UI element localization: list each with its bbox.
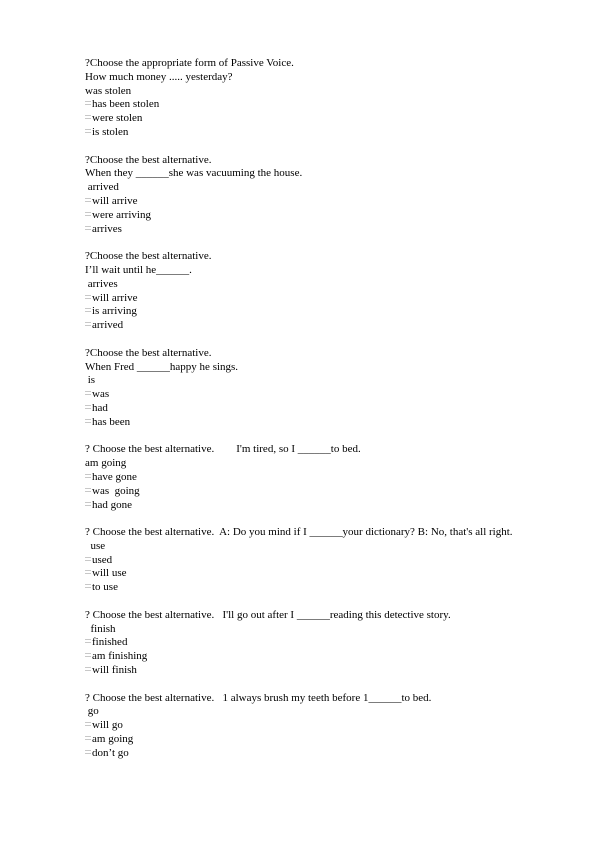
answer-option-label: have gone: [92, 470, 137, 483]
bullet-mark-icon: [85, 557, 91, 561]
bullet-mark-icon: [85, 129, 91, 133]
bullet-mark-icon: [85, 308, 91, 312]
bullet-mark-icon: [85, 391, 91, 395]
answer-option: [85, 112, 565, 126]
bullet-mark-icon: [85, 639, 91, 643]
question-block: [85, 154, 565, 237]
question-prompt: ?Choose the best alternative.: [85, 250, 212, 263]
answer-option-correct: was stolen: [85, 84, 132, 97]
answer-option-label: finished: [92, 636, 128, 649]
question-block: [85, 692, 565, 761]
question-prompt: ?Choose the best alternative.: [85, 346, 212, 359]
answer-option-label: will use: [92, 567, 127, 580]
bullet-mark-icon: [85, 584, 91, 588]
answer-option: [85, 388, 565, 402]
answer-option: [85, 636, 565, 650]
question-stem: I’ll wait until he______.: [85, 263, 192, 276]
answer-option-label: had gone: [92, 498, 133, 511]
answer-option: [85, 98, 565, 112]
question-prompt: ? Choose the best alternative. I'm tired, so I ______to bed.: [85, 443, 361, 456]
bullet-mark-icon: [85, 722, 91, 726]
question-stem: When they ______she was vacuuming the house.: [85, 167, 303, 180]
answer-option-label: don’t go: [92, 746, 129, 759]
answer-option-label: will go: [92, 719, 123, 732]
question-prompt: ?Choose the appropriate form of Passive Voice.: [85, 57, 294, 69]
answer-option-label: had: [92, 401, 108, 414]
answer-option: [85, 223, 565, 237]
question-prompt: ? Choose the best alternative. I'll go out after I ______reading this detective story.: [85, 608, 451, 621]
answer-option-label: am finishing: [92, 650, 148, 663]
bullet-mark-icon: [85, 474, 91, 478]
bullet-mark-icon: [85, 750, 91, 754]
answer-option-label: were stolen: [92, 112, 143, 125]
answer-option: [85, 195, 565, 209]
answer-option-label: were arriving: [92, 208, 151, 221]
question-block: [85, 250, 565, 333]
answer-option-label: to use: [92, 581, 118, 594]
bullet-mark-icon: [85, 653, 91, 657]
answer-option: [85, 416, 565, 430]
answer-option-label: will finish: [92, 664, 137, 677]
answer-option-correct: arrives: [85, 277, 118, 290]
answer-option: [85, 471, 565, 485]
bullet-mark-icon: [85, 736, 91, 740]
answer-option: [85, 485, 565, 499]
answer-option-correct: use: [85, 539, 106, 552]
answer-option-correct: am going: [85, 457, 127, 470]
answer-option: [85, 664, 565, 678]
question-prompt: ?Choose the best alternative.: [85, 153, 212, 166]
bullet-mark-icon: [85, 419, 91, 423]
answer-option: [85, 650, 565, 664]
bullet-mark-icon: [85, 667, 91, 671]
answer-option-label: arrived: [92, 319, 124, 332]
answer-option: [85, 747, 565, 761]
bullet-mark-icon: [85, 295, 91, 299]
question-block: [85, 443, 565, 512]
answer-option: [85, 581, 565, 595]
answer-option-correct: is: [85, 374, 96, 387]
bullet-mark-icon: [85, 101, 91, 105]
bullet-mark-icon: [85, 198, 91, 202]
question-block: [85, 57, 565, 140]
answer-option: [85, 567, 565, 581]
answer-option: [85, 719, 565, 733]
answer-option: [85, 126, 565, 140]
question-stem: When Fred ______happy he sings.: [85, 360, 239, 373]
question-block: [85, 347, 565, 430]
answer-option-label: is arriving: [92, 305, 137, 318]
answer-option-label: was going: [92, 484, 140, 497]
bullet-mark-icon: [85, 488, 91, 492]
bullet-mark-icon: [85, 502, 91, 506]
answer-option: [85, 292, 565, 306]
answer-option-label: am going: [92, 733, 134, 746]
answer-option: [85, 319, 565, 333]
question-prompt: ? Choose the best alternative. A: Do you mind if I ______your dictionary? B: No, that's all right.: [85, 526, 513, 539]
answer-option-label: was: [92, 388, 110, 401]
answer-option: [85, 209, 565, 223]
answer-option: [85, 402, 565, 416]
answer-option: [85, 733, 565, 747]
document-body: [85, 57, 565, 774]
question-stem: How much money ..... yesterday?: [85, 70, 233, 83]
answer-option: [85, 499, 565, 513]
answer-option-correct: finish: [85, 622, 116, 635]
answer-option-label: will arrive: [92, 291, 138, 304]
bullet-mark-icon: [85, 570, 91, 574]
question-block: [85, 526, 565, 595]
answer-option-label: has been stolen: [92, 98, 160, 111]
question-block: [85, 609, 565, 678]
answer-option-correct: go: [85, 705, 99, 718]
bullet-mark-icon: [85, 226, 91, 230]
answer-option-label: has been: [92, 415, 131, 428]
answer-option-label: is stolen: [92, 125, 129, 138]
answer-option-correct: arrived: [85, 181, 119, 194]
answer-option: [85, 554, 565, 568]
bullet-mark-icon: [85, 322, 91, 326]
bullet-mark-icon: [85, 405, 91, 409]
answer-option: [85, 305, 565, 319]
question-prompt: ? Choose the best alternative. 1 always brush my teeth before 1______to bed.: [85, 691, 432, 704]
bullet-mark-icon: [85, 115, 91, 119]
answer-option-label: arrives: [92, 222, 122, 235]
bullet-mark-icon: [85, 212, 91, 216]
answer-option-label: will arrive: [92, 194, 138, 207]
answer-option-label: used: [92, 553, 113, 566]
